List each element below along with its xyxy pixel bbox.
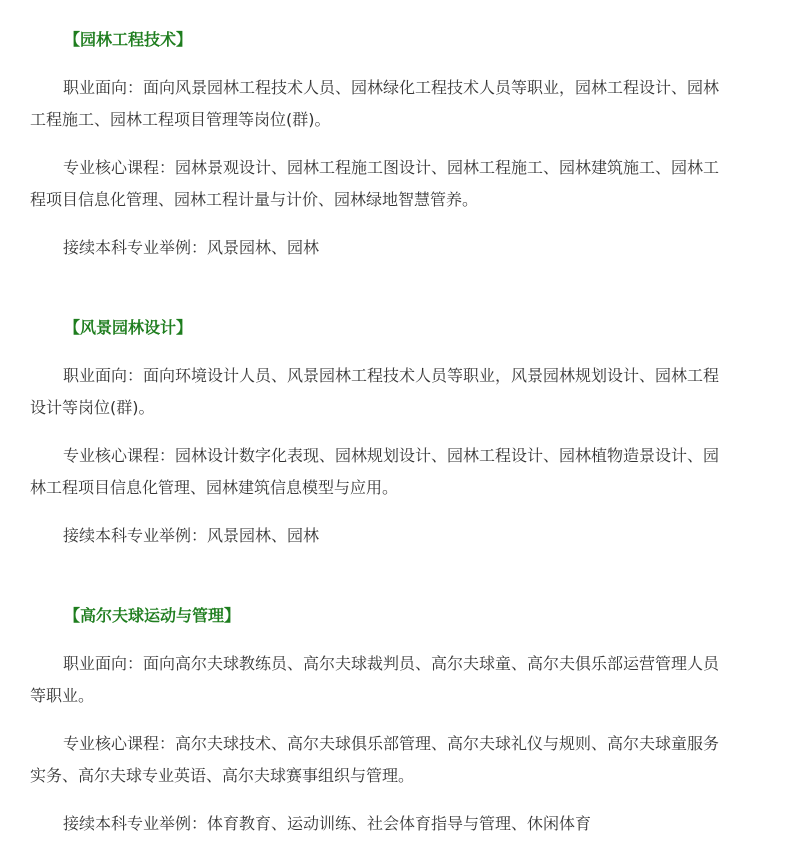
core-courses-paragraph: 专业核心课程：园林设计数字化表现、园林规划设计、园林工程设计、园林植物造景设计、园林工程项目信息化管理、园林建筑信息模型与应用。 — [30, 446, 720, 497]
core-courses-paragraph: 专业核心课程：高尔夫球技术、高尔夫球俱乐部管理、高尔夫球礼仪与规则、高尔夫球童服务实务、高尔夫球专业英语、高尔夫球赛事组织与管理。 — [30, 734, 720, 785]
section-title: 【风景园林设计】 — [64, 318, 193, 337]
career-paragraph: 职业面向：面向环境设计人员、风景园林工程技术人员等职业，风景园林规划设计、园林工程设计等岗位(群)。 — [30, 366, 720, 417]
further-study-paragraph: 接续本科专业举例：风景园林、园林 — [63, 238, 320, 257]
section-title: 【高尔夫球运动与管理】 — [64, 606, 241, 625]
career-paragraph: 职业面向：面向风景园林工程技术人员、园林绿化工程技术人员等职业，园林工程设计、园林工程施工、园林工程项目管理等岗位(群)。 — [30, 78, 720, 129]
core-courses-paragraph: 专业核心课程：园林景观设计、园林工程施工图设计、园林工程施工、园林建筑施工、园林工程项目信息化管理、园林工程计量与计价、园林绿地智慧管养。 — [30, 158, 720, 209]
section-title: 【园林工程技术】 — [64, 30, 193, 49]
career-paragraph: 职业面向：面向高尔夫球教练员、高尔夫球裁判员、高尔夫球童、高尔夫俱乐部运营管理人员等职业。 — [30, 654, 720, 705]
further-study-paragraph: 接续本科专业举例：风景园林、园林 — [63, 526, 320, 545]
further-study-paragraph: 接续本科专业举例：体育教育、运动训练、社会体育指导与管理、休闲体育 — [63, 814, 592, 833]
